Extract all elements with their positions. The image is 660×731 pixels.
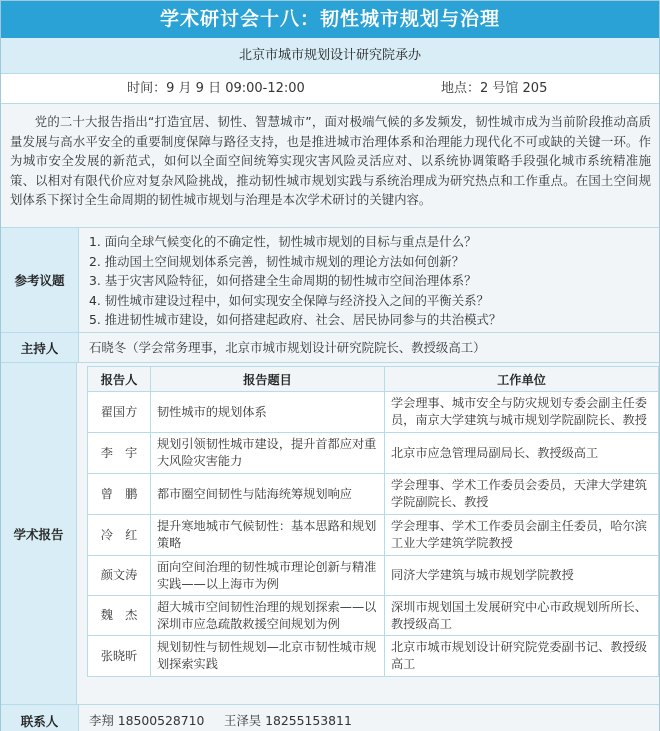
speaker-unit: 学会理事、城市安全与防灾规划专委会副主任委员，南京大学建筑与城市规划学院副院长、教授	[385, 392, 659, 433]
event-time: 时间：9 月 9 日 09:00-12:00	[127, 81, 305, 96]
report-topic: 提升寒地城市气候韧性：基本思路和规划策略	[151, 515, 385, 556]
contact-section	[1, 705, 659, 731]
table-row	[88, 515, 659, 556]
speaker-unit: 学会理事、学术工作委员会副主任委员，哈尔滨工业大学建筑学院教授	[385, 515, 659, 556]
speaker-unit: 深圳市规划国土发展研究中心市政规划所所长、教授级高工	[385, 596, 659, 636]
speaker-unit: 北京市应急管理局副局长、教授级高工	[385, 433, 659, 474]
table-row	[88, 474, 659, 515]
event-place: 地点：2 号馆 205	[441, 81, 548, 96]
time-place-row	[1, 74, 659, 104]
header-unit: 工作单位	[385, 367, 659, 392]
report-topic: 面向空间治理的韧性城市理论创新与精准实践——以上海市为例	[151, 556, 385, 596]
report-topic: 超大城市空间韧性治理的规划探索——以深圳市应急疏散救援空间规划为例	[151, 596, 385, 636]
topic-item: 5. 推进韧性城市建设，如何搭建起政府、社会、居民协同参与的共治模式？	[89, 312, 502, 328]
page-title: 学术研讨会十八：韧性城市规划与治理	[1, 1, 659, 38]
topic-item: 3. 基于灾害风险特征，如何搭建全生命周期的韧性城市空间治理体系？	[89, 273, 477, 289]
host-section	[1, 333, 659, 363]
topic-item: 4. 韧性城市建设过程中，如何实现安全保障与经济投入之间的平衡关系？	[89, 292, 489, 308]
table-row	[88, 433, 659, 474]
speaker-name: 张晓昕	[88, 636, 151, 677]
table-row	[88, 392, 659, 433]
host-text: 石晓冬（学会常务理事，北京市城市规划设计研究院院长、教授级高工）	[79, 333, 659, 362]
speaker-name: 颜文涛	[88, 556, 151, 596]
report-topic: 规划韧性与韧性规划—北京市韧性城市规划探索实践	[151, 636, 385, 677]
speaker-unit: 北京市城市规划设计研究院党委副书记、教授级高工	[385, 636, 659, 677]
contact-person: 李翔 18500528710	[89, 713, 205, 728]
header-speaker: 报告人	[88, 367, 151, 392]
contact-label: 联系人	[1, 705, 79, 731]
speaker-unit: 同济大学建筑与城市规划学院教授	[385, 556, 659, 596]
table-row	[88, 636, 659, 677]
host-label: 主持人	[1, 333, 79, 362]
speaker-name: 曾 鹏	[88, 474, 151, 515]
table-row	[88, 556, 659, 596]
speaker-unit: 学会理事、学术工作委员会委员，天津大学建筑学院副院长、教授	[385, 474, 659, 515]
organizer-line: 北京市城市规划设计研究院承办	[1, 38, 659, 74]
topic-item: 1. 面向全球气候变化的不确定性，韧性城市规划的目标与重点是什么？	[89, 234, 477, 249]
report-topic: 规划引领韧性城市建设，提升首都应对重大风险灾害能力	[151, 433, 385, 474]
intro-paragraph: 党的二十大报告指出“打造宜居、韧性、智慧城市”，面对极端气候的多发频发，韧性城市成为当前阶段推动高质量发展与高水平安全的重要制度保障与路径支持，也是推进城市治理体系和治理能力现代化不可或缺的关键一环。作为城市安全发展的新范式，如何以全面空间统筹实现灾害风险灵活应对、以系统协调策略手段强化城市系统精准施策、以相对有限代价应对复杂风险挑战，推动韧性城市规划实践与系统治理成为研究热点和工作重点。在国土空间规划体系下探讨全生命周期的韧性城市规划与治理是本次学术研讨的关键内容。	[1, 104, 659, 228]
speaker-name: 李 宇	[88, 433, 151, 474]
topics-list	[79, 228, 659, 330]
header-topic: 报告题目	[151, 367, 385, 392]
speaker-name: 冷 红	[88, 515, 151, 556]
report-topic: 韧性城市的规划体系	[151, 392, 385, 433]
topics-label: 参考议题	[1, 228, 79, 332]
table-row	[88, 596, 659, 636]
contact-person: 王泽昊 18255153811	[224, 713, 352, 728]
speaker-name: 魏 杰	[88, 596, 151, 636]
topics-section	[1, 228, 659, 333]
report-topic: 都市圈空间韧性与陆海统筹规划响应	[151, 474, 385, 515]
reports-section	[1, 363, 659, 705]
speaker-name: 翟国方	[88, 392, 151, 433]
topic-item: 2. 推动国土空间规划体系完善，韧性城市规划的理论方法如何创新？	[89, 253, 465, 269]
reports-label: 学术报告	[1, 363, 77, 704]
reports-table	[87, 366, 659, 677]
